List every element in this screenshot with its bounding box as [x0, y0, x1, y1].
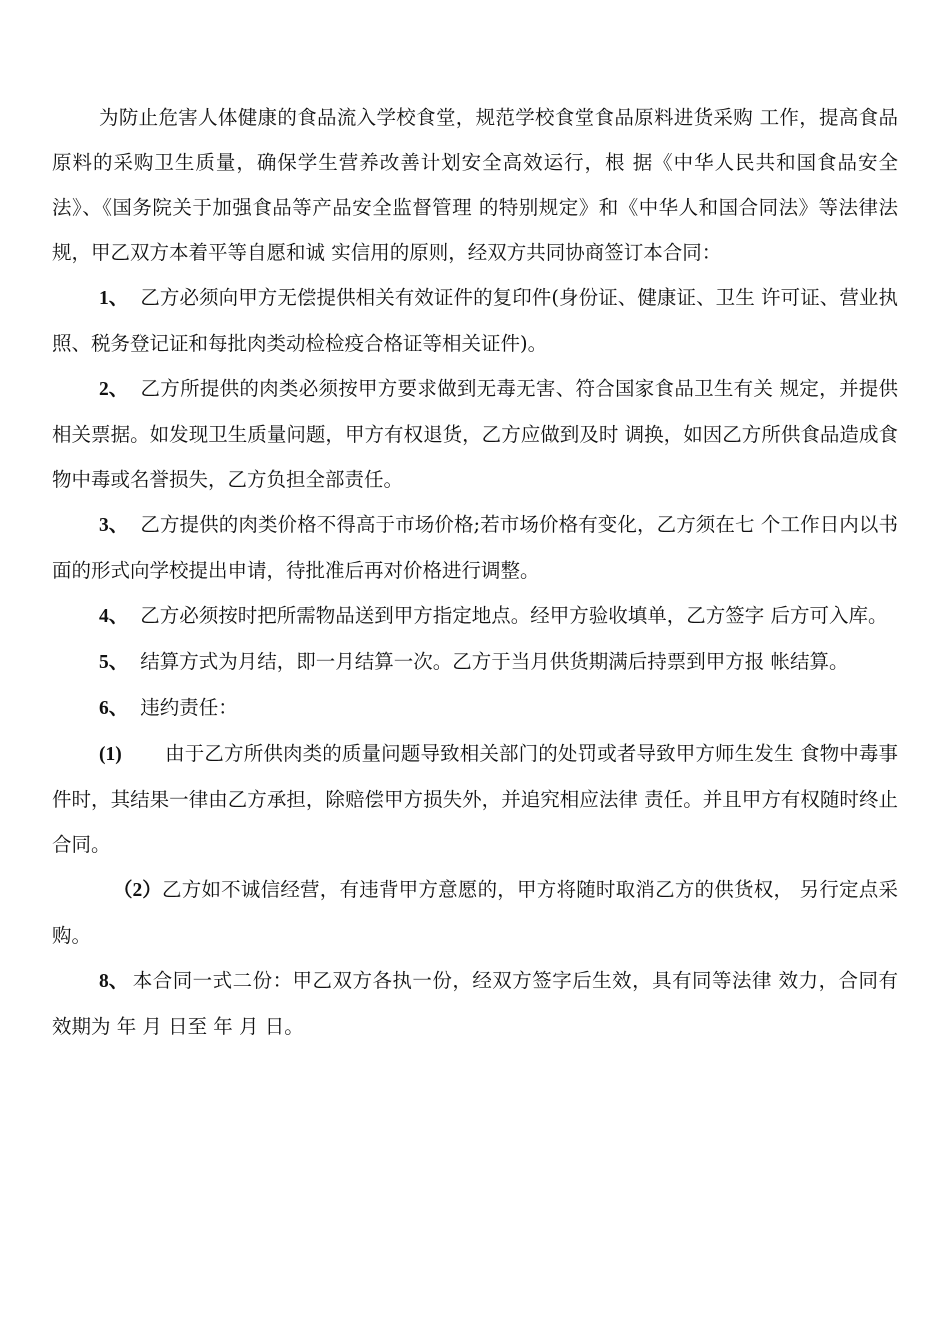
contract-body [52, 95, 898, 1049]
clause-text: 违约责任： [140, 696, 238, 719]
sub-clause-number: (1) [99, 744, 122, 765]
clause-5 [52, 639, 898, 685]
clause-text: 乙方所提供的肉类必须按甲方要求做到无毒无害、符合国家食品卫生有关 规定，并提供相关票据。如发现卫生质量问题，甲方有权退货，乙方应做到及时 调换，如因乙方所供食品造成食物中毒或名誉损失，乙方负担全部责任。 [52, 377, 898, 491]
clause-text: 乙方提供的肉类价格不得高于市场价格;若市场价格有变化，乙方须在七 个工作日内以书面的形式向学校提出申请，待批准后再对价格进行调整。 [52, 513, 898, 582]
sub-clause-2 [52, 867, 898, 958]
clause-1 [52, 275, 898, 366]
clause-2 [52, 366, 898, 502]
clause-number: 6、 [99, 698, 129, 719]
clause-number: 8、 [99, 971, 129, 992]
clause-4 [52, 593, 898, 639]
clause-text: 结算方式为月结，即一月结算一次。乙方于当月供货期满后持票到甲方报 帐结算。 [140, 650, 849, 673]
clause-number: 3、 [99, 515, 129, 536]
sub-clause-text: 由于乙方所供肉类的质量问题导致相关部门的处罚或者导致甲方师生发生 食物中毒事件时，其结果一律由乙方承担，除赔偿甲方损失外，并追究相应法律 责任。并且甲方有权随时终止合同。 [52, 742, 898, 856]
clause-number: 4、 [99, 606, 129, 627]
clause-8 [52, 958, 898, 1049]
clause-number: 1、 [99, 288, 129, 309]
sub-clause-text: 乙方如不诚信经营，有违背甲方意愿的，甲方将随时取消乙方的供货权， 另行定点采购。 [52, 878, 898, 947]
intro-paragraph: 为防止危害人体健康的食品流入学校食堂，规范学校食堂食品原料进货采购 工作，提高食品原料的采购卫生质量，确保学生营养改善计划安全高效运行，根 据《中华人民共和国食品安全法》、《国务院关于加强食品等产品安全监督管理 的特别规定》和《中华人和国合同法》等法律法规，甲乙双方本着平等自愿和诚 实信用的原则，经双方共同协商签订本合同： [52, 106, 898, 264]
clause-number: 2、 [99, 379, 129, 400]
clause-text: 本合同一式二份：甲乙双方各执一份，经双方签字后生效，具有同等法律 效力，合同有效期为 年 月 日至 年 月 日。 [52, 969, 898, 1038]
sub-clause-1 [52, 731, 898, 867]
clause-text: 乙方必须按时把所需物品送到甲方指定地点。经甲方验收填单，乙方签字 后方可入库。 [140, 604, 888, 627]
clause-6 [52, 685, 898, 731]
sub-clause-number: （2） [113, 880, 162, 901]
clause-number: 5、 [99, 652, 129, 673]
clause-3 [52, 502, 898, 593]
clause-text: 乙方必须向甲方无偿提供相关有效证件的复印件(身份证、健康证、卫生 许可证、营业执照、税务登记证和每批肉类动检检疫合格证等相关证件)。 [52, 286, 898, 355]
